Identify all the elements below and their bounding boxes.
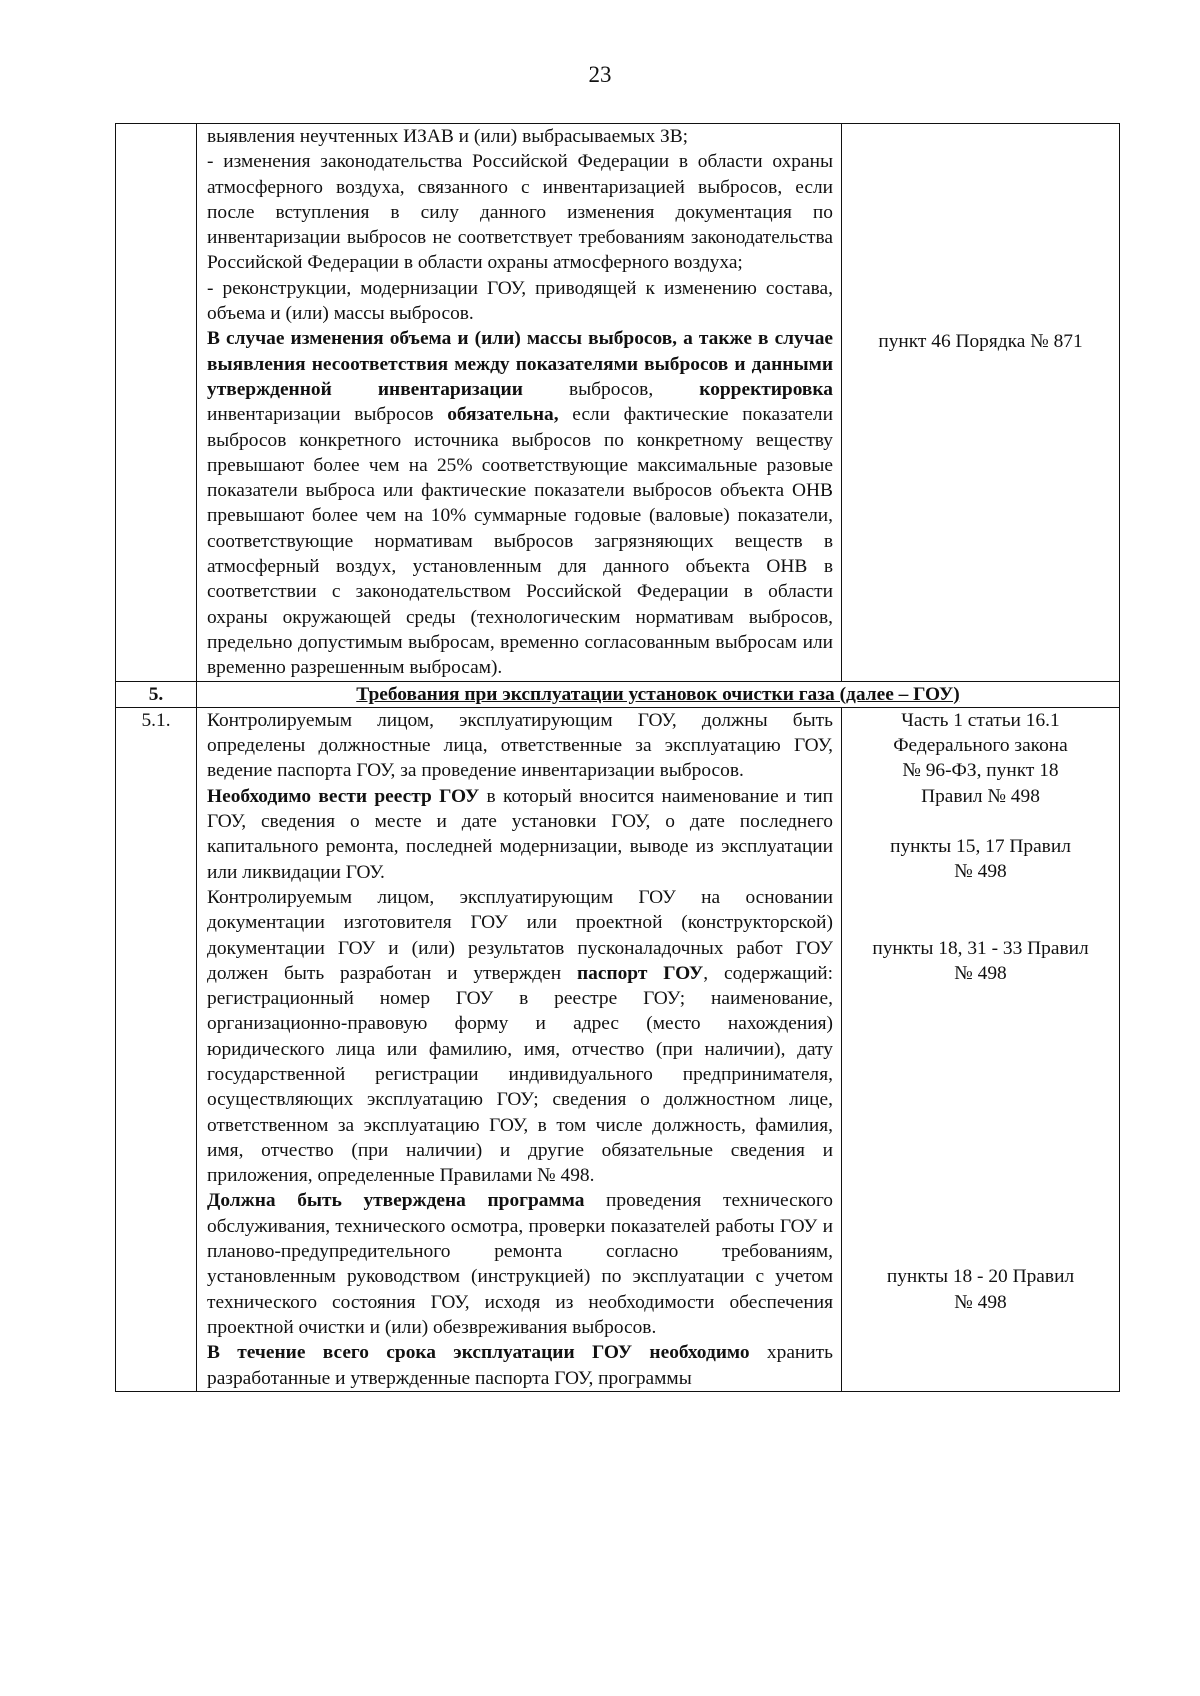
paragraph xyxy=(207,326,833,680)
reference-cell xyxy=(842,707,1120,1391)
legal-reference: № 498 xyxy=(954,962,1007,984)
bold-text: паспорт ГОУ xyxy=(576,962,704,984)
requirements-table xyxy=(115,123,1120,1392)
section-title-cell xyxy=(197,681,1120,707)
reference-cell xyxy=(842,124,1120,682)
section-number: 5. xyxy=(116,681,197,707)
table-row-5-1 xyxy=(116,707,1120,1391)
section-heading-row xyxy=(116,681,1120,707)
text: выбросов, xyxy=(522,378,700,400)
paragraph xyxy=(207,1188,833,1340)
legal-reference: пункты 18, 31 - 33 Правил xyxy=(872,937,1089,959)
legal-reference: Правил № 498 xyxy=(921,785,1040,807)
paragraph: выявления неучтенных ИЗАВ и (или) выбрасываемых ЗВ; xyxy=(207,126,689,147)
legal-reference: пункт 46 Порядка № 871 xyxy=(878,331,1083,352)
legal-reference: пункты 15, 17 Правил xyxy=(890,836,1071,858)
legal-reference: Федерального закона xyxy=(893,735,1068,757)
bold-text: корректировка xyxy=(699,378,833,400)
bold-text: В случае изменения объема и (или) массы выбросов, а также в случае выявления несоответствия между показателями выбросов и данными утвержденной инвентаризации xyxy=(207,328,833,400)
section-title: Требования при эксплуатации установок очистки газа (далее – ГОУ) xyxy=(356,683,960,705)
paragraph xyxy=(207,784,833,885)
legal-reference: № 498 xyxy=(954,1291,1007,1313)
text: , содержащий: регистрационный номер ГОУ в реестре ГОУ; наименование, организационно-правовую форму и адрес (место нахождения) юридического лица или фамилию, имя, отчество (при наличии), дату государственной регистрации индивидуального предпринимателя, осуществляющих эксплуатацию ГОУ; сведения о должностном лице, ответственном за эксплуатацию ГОУ, в том числе должность, фамилия, имя, отчество (при наличии) и другие обязательные сведения и приложения, определенные Правилами № 498. xyxy=(207,962,833,1187)
table-row-continuation xyxy=(116,124,1120,682)
text: если фактические показатели выбросов конкретного источника выбросов по конкретному веществу превышают более чем на 25% соответствующие максимальные разовые показатели выброса или фактические показатели выбросов объекта ОНВ превышают более чем на 10% суммарные годовые (валовые) показатели, соответствующие нормативам выбросов загрязняющих веществ в атмосферный воздух, установленным для данного объекта ОНВ в соответствии с законодательством Российской Федерации в области охраны окружающей среды (технологическим нормативам выбросов, предельно допустимым выбросам, временно согласованным выбросам или временно разрешенным выбросам). xyxy=(207,404,833,679)
bold-text: обязательна, xyxy=(447,404,559,426)
number-cell xyxy=(116,124,197,682)
bold-text: Должна быть утверждена программа xyxy=(207,1190,585,1212)
paragraph xyxy=(207,1340,833,1391)
legal-reference: № 96-ФЗ, пункт 18 xyxy=(902,760,1059,782)
text: инвентаризации выбросов xyxy=(207,404,448,426)
paragraph: Контролируемым лицом, эксплуатирующим ГОУ, должны быть определены должностные лица, ответственные за эксплуатацию ГОУ, ведение паспорта ГОУ, за проведение инвентаризации выбросов. xyxy=(207,709,833,782)
text: хранить разработанные и утвержденные паспорта ГОУ, программы xyxy=(207,1342,833,1389)
bold-text: Необходимо вести реестр ГОУ xyxy=(207,785,480,807)
requirement-cell xyxy=(197,707,842,1391)
legal-reference: пункты 18 - 20 Правил xyxy=(886,1266,1075,1288)
paragraph: - изменения законодательства Российской Федерации в области охраны атмосферного воздуха, связанного с инвентаризацией выбросов, если после вступления в силу данного изменения документация по инвентаризации выбросов не соответствует требованиям законодательства Российской Федерации в области охраны атмосферного воздуха; xyxy=(207,151,833,274)
text: проведения технического обслуживания, технического осмотра, проверки показателей работы ГОУ и планово-предупредительного ремонта согласно требованиям, установленным руководством (инструкцией) по эксплуатации с учетом технического состояния ГОУ, исходя из необходимости обеспечения проектной очистки и (или) обезвреживания выбросов. xyxy=(207,1190,833,1338)
text: Контролируемым лицом, эксплуатирующим ГОУ на основании документации изготовителя ГОУ или проектной (конструкторской) документации ГОУ и (или) результатов пусконаладочных работ ГОУ должен быть разработан и утвержден xyxy=(207,886,833,984)
bold-text: В течение всего срока эксплуатации ГОУ необходимо xyxy=(207,1342,750,1364)
item-number: 5.1. xyxy=(116,707,197,1391)
paragraph: - реконструкции, модернизации ГОУ, приводящей к изменению состава, объема и (или) массы выбросов. xyxy=(207,277,833,325)
text: в который вносится наименование и тип ГОУ, сведения о месте и дате установки ГОУ, о дате последнего капитального ремонта, последней модернизации, выводе из эксплуатации или ликвидации ГОУ. xyxy=(207,785,833,883)
requirement-cell xyxy=(197,124,842,682)
page-number: 23 xyxy=(588,62,612,87)
legal-reference: Часть 1 статьи 16.1 xyxy=(901,709,1060,731)
paragraph xyxy=(207,885,833,1189)
legal-reference: № 498 xyxy=(954,861,1007,883)
